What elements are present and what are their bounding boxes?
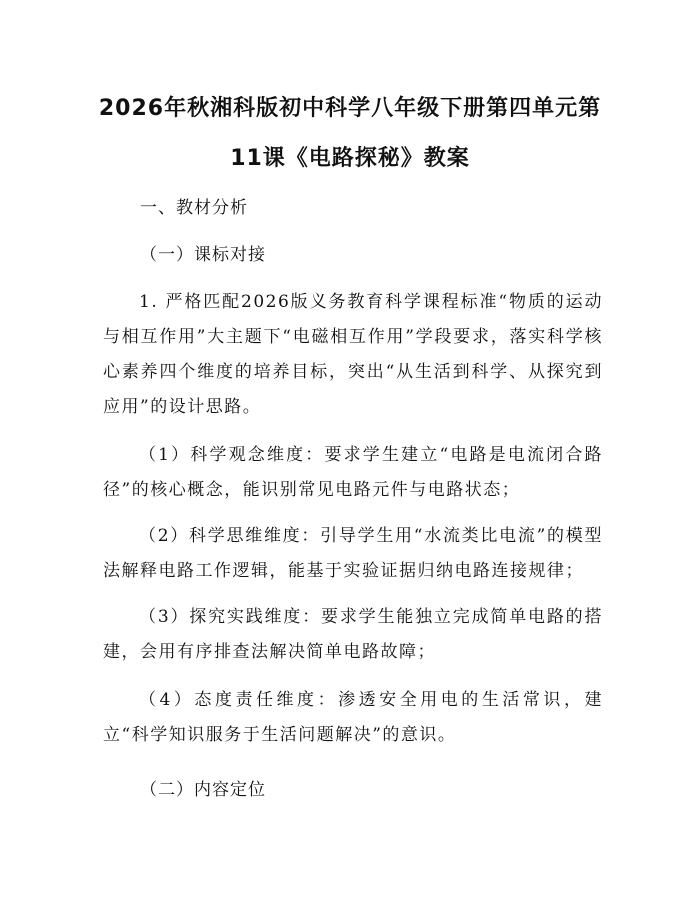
subsection-heading: （二）内容定位 bbox=[140, 780, 266, 800]
list-item: （2）科学思维维度：引导学生用“水流类比电流”的模型法解释电路工作逻辑，能基于实验证据归纳电路连接规律； bbox=[103, 526, 603, 581]
list-item: （3）探究实践维度：要求学生能独立完成简单电路的搭建，会用有序排查法解决简单电路故障； bbox=[103, 607, 603, 662]
paragraph: 1. 严格匹配2026版义务教育科学课程标准“物质的运动与相互作用”大主题下“电磁相互作用”学段要求，落实科学核心素养四个维度的培养目标，突出“从生活到科学、从探究到应用”的设计思路。 bbox=[103, 292, 603, 417]
list-item: （4）态度责任维度：渗透安全用电的生活常识，建立“科学知识服务于生活问题解决”的意识。 bbox=[103, 690, 603, 745]
document-title: 2026年秋湘科版初中科学八年级下册第四单元第11课《电路探秘》教案 bbox=[98, 96, 602, 171]
list-item: （1）科学观念维度：要求学生建立“电路是电流闭合路径”的核心概念，能识别常见电路元件与电路状态； bbox=[103, 445, 603, 500]
section-heading: 一、教材分析 bbox=[140, 198, 248, 218]
subsection-heading: （一）课标对接 bbox=[140, 245, 266, 265]
